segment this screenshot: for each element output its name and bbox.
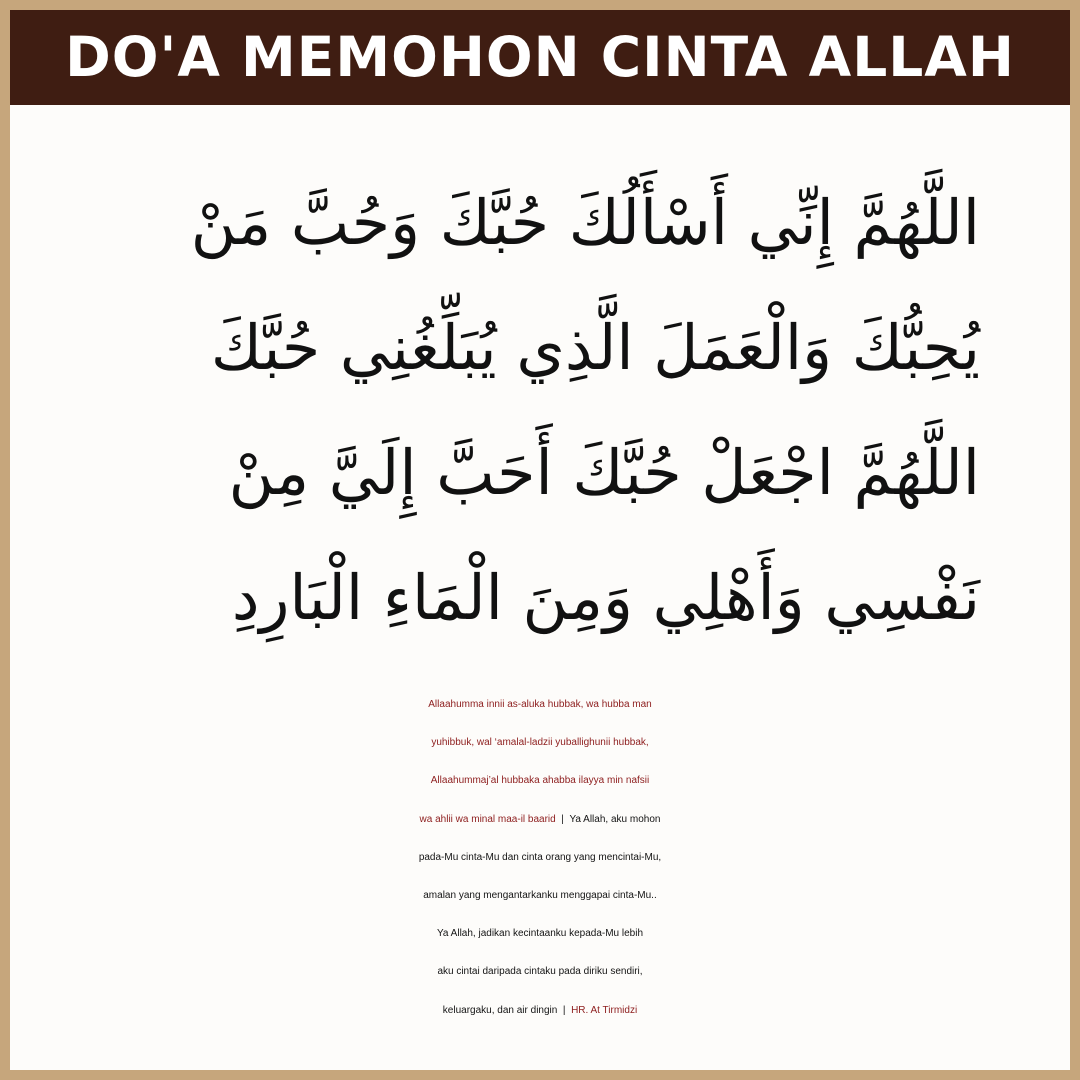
arabic-prayer (100, 160, 980, 660)
translation-line-2: pada-Mu cinta-Mu dan cinta orang yang mencintai-Mu, (418, 851, 662, 863)
transliteration-line-1: Allaahumma innii as-aluka hubbak, wa hubba man (428, 699, 652, 710)
arabic-line-2: يُحِبُّكَ وَالْعَمَلَ الَّذِي يُبَلِّغُنِي حُبَّكَ (210, 311, 980, 384)
translation-line-3: amalan yang mengantarkanku menggapai cinta-Mu.. (423, 890, 657, 902)
transliteration-line-4: wa ahlii wa minal maa-il baarid (419, 813, 556, 825)
separator-1: | (561, 813, 564, 825)
translation-line-1: Ya Allah, aku mohon (569, 813, 661, 825)
translation-line-5: aku cintai daripada cintaku pada diriku sendiri, (437, 966, 643, 978)
arabic-line-1: اللَّهُمَّ إِنِّي أَسْأَلُكَ حُبَّكَ وَحُبَّ مَنْ (190, 186, 980, 259)
transliteration-line-3: Allaahummaj’al hubbaka ahabba ilayya min nafsii (430, 775, 650, 787)
prayer-text-block (10, 686, 1070, 1030)
translation-line-6: keluargaku, dan air dingin (442, 1004, 558, 1016)
transliteration-line-2: yuhibbuk, wal ‘amalal-ladzii yuballighunii hubbak, (431, 737, 649, 749)
page-title: DO'A MEMOHON CINTA ALLAH (65, 25, 1015, 89)
separator-2: | (562, 1004, 566, 1016)
title-bar (10, 10, 1070, 105)
poster-card (10, 10, 1070, 1070)
arabic-line-3: اللَّهُمَّ اجْعَلْ حُبَّكَ أَحَبَّ إِلَيَّ مِنْ (228, 436, 980, 509)
mixed-line-10 (10, 992, 1070, 1030)
translation-line-4: Ya Allah, jadikan kecintaanku kepada-Mu lebih (436, 928, 644, 940)
arabic-line-4: نَفْسِي وَأَهْلِي وَمِنَ الْمَاءِ الْبَارِدِ (231, 561, 980, 634)
mixed-line-4 (10, 801, 1070, 839)
hadith-source: HR. At Tirmidzi (571, 1004, 638, 1016)
